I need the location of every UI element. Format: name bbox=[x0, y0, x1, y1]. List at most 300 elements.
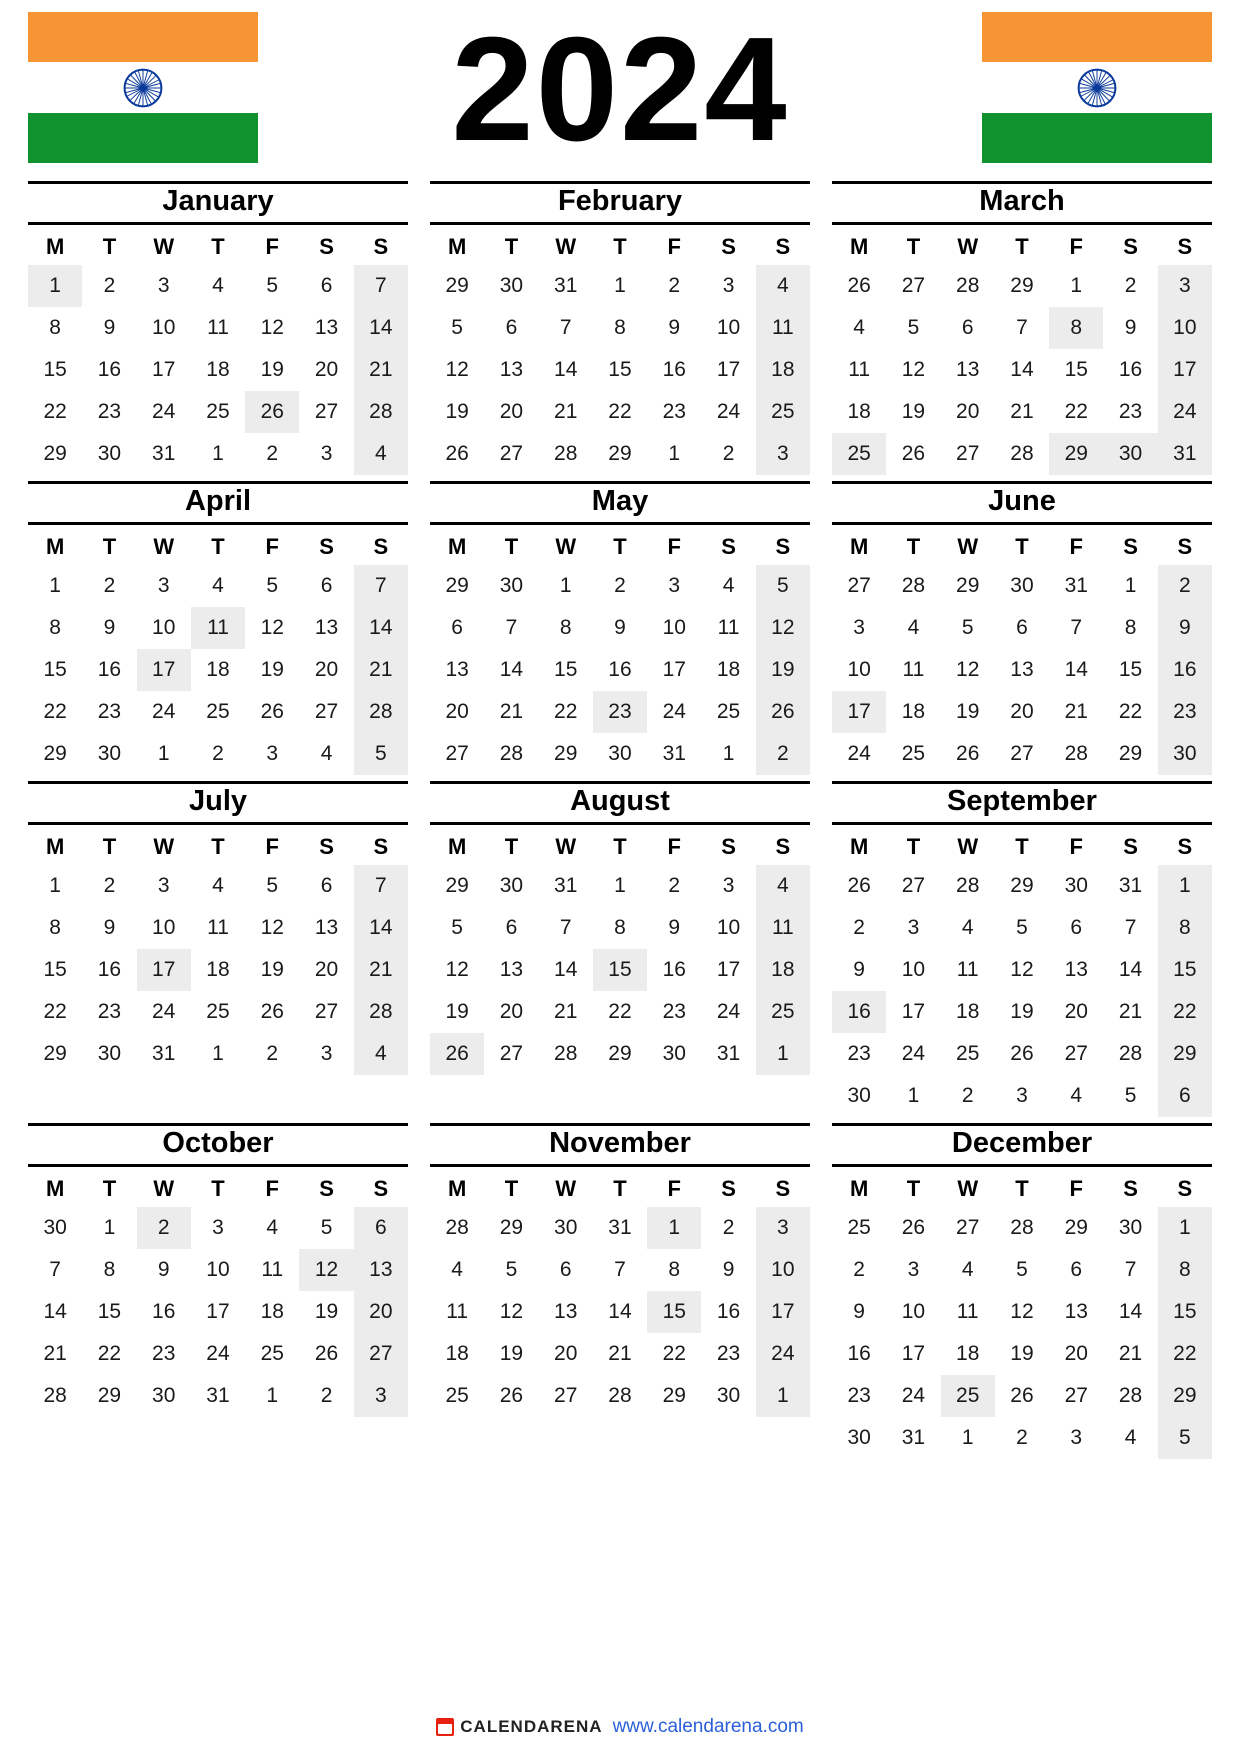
day-cell[interactable]: 1 bbox=[668, 441, 681, 465]
day-cell[interactable]: 5 bbox=[451, 315, 463, 339]
day-cell[interactable]: 12 bbox=[260, 615, 284, 639]
day-cell[interactable]: 19 bbox=[956, 699, 980, 723]
day-cell[interactable]: 20 bbox=[499, 399, 524, 423]
day-cell[interactable]: 30 bbox=[716, 1383, 741, 1407]
day-cell[interactable]: 14 bbox=[354, 907, 408, 949]
day-cell[interactable]: 26 bbox=[1010, 1383, 1034, 1407]
day-cell[interactable]: 23 bbox=[847, 1041, 871, 1065]
day-cell[interactable]: 30 bbox=[152, 1383, 176, 1407]
day-cell[interactable]: 30 bbox=[608, 741, 632, 765]
day-cell[interactable]: 9 bbox=[103, 615, 116, 639]
day-cell[interactable]: 19 bbox=[499, 1341, 524, 1365]
day-cell[interactable]: 18 bbox=[847, 399, 871, 423]
day-cell[interactable]: 8 bbox=[668, 1257, 681, 1281]
day-cell[interactable]: 21 bbox=[1118, 999, 1143, 1023]
day-cell[interactable]: 10 bbox=[716, 315, 741, 339]
day-cell[interactable]: 31 bbox=[716, 1041, 741, 1065]
day-cell[interactable]: 12 bbox=[260, 315, 284, 339]
day-cell[interactable]: 27 bbox=[314, 399, 339, 423]
day-cell[interactable]: 30 bbox=[847, 1425, 871, 1449]
day-cell[interactable]: 5 bbox=[1016, 915, 1028, 939]
day-cell[interactable]: 2 bbox=[103, 273, 116, 297]
day-cell[interactable]: 2 bbox=[137, 1207, 191, 1249]
day-cell[interactable]: 11 bbox=[261, 1257, 284, 1281]
day-cell[interactable]: 15 bbox=[1064, 357, 1088, 381]
day-cell[interactable]: 9 bbox=[668, 315, 681, 339]
day-cell[interactable]: 1 bbox=[1070, 273, 1083, 297]
day-cell[interactable]: 20 bbox=[354, 1291, 408, 1333]
day-cell[interactable]: 2 bbox=[1016, 1425, 1028, 1449]
day-cell[interactable]: 5 bbox=[907, 315, 920, 339]
day-cell[interactable]: 6 bbox=[320, 873, 333, 897]
day-cell[interactable]: 25 bbox=[756, 991, 810, 1033]
day-cell[interactable]: 25 bbox=[206, 999, 230, 1023]
day-cell[interactable]: 27 bbox=[499, 1041, 524, 1065]
day-cell[interactable]: 2 bbox=[668, 873, 681, 897]
day-cell[interactable]: 8 bbox=[614, 915, 626, 939]
day-cell[interactable]: 2 bbox=[103, 573, 116, 597]
day-cell[interactable]: 3 bbox=[320, 441, 333, 465]
day-cell[interactable]: 17 bbox=[832, 691, 886, 733]
day-cell[interactable]: 8 bbox=[49, 615, 61, 639]
day-cell[interactable]: 5 bbox=[354, 733, 408, 775]
day-cell[interactable]: 16 bbox=[716, 1299, 741, 1323]
day-cell[interactable]: 1 bbox=[103, 1215, 116, 1239]
day-cell[interactable]: 29 bbox=[1118, 741, 1143, 765]
day-cell[interactable]: 2 bbox=[320, 1383, 333, 1407]
day-cell[interactable]: 3 bbox=[722, 873, 735, 897]
day-cell[interactable]: 10 bbox=[206, 1257, 230, 1281]
day-cell[interactable]: 13 bbox=[956, 357, 980, 381]
day-cell[interactable]: 15 bbox=[43, 357, 67, 381]
day-cell[interactable]: 10 bbox=[901, 1299, 926, 1323]
day-cell[interactable]: 26 bbox=[314, 1341, 339, 1365]
day-cell[interactable]: 4 bbox=[756, 265, 810, 307]
day-cell[interactable]: 17 bbox=[662, 657, 686, 681]
day-cell[interactable]: 22 bbox=[662, 1341, 686, 1365]
day-cell[interactable]: 12 bbox=[299, 1249, 353, 1291]
day-cell[interactable]: 28 bbox=[354, 391, 408, 433]
day-cell[interactable]: 6 bbox=[451, 615, 463, 639]
day-cell[interactable]: 25 bbox=[901, 741, 926, 765]
day-cell[interactable]: 16 bbox=[1158, 649, 1212, 691]
day-cell[interactable]: 9 bbox=[668, 915, 681, 939]
day-cell[interactable]: 7 bbox=[49, 1257, 61, 1281]
day-cell[interactable]: 10 bbox=[662, 615, 686, 639]
day-cell[interactable]: 1 bbox=[49, 573, 61, 597]
day-cell[interactable]: 10 bbox=[152, 315, 176, 339]
day-cell[interactable]: 20 bbox=[1064, 999, 1088, 1023]
day-cell[interactable]: 28 bbox=[956, 873, 980, 897]
day-cell[interactable]: 28 bbox=[354, 691, 408, 733]
day-cell[interactable]: 28 bbox=[354, 991, 408, 1033]
day-cell[interactable]: 16 bbox=[152, 1299, 176, 1323]
day-cell[interactable]: 15 bbox=[647, 1291, 701, 1333]
day-cell[interactable]: 14 bbox=[608, 1299, 632, 1323]
day-cell[interactable]: 17 bbox=[716, 957, 741, 981]
day-cell[interactable]: 31 bbox=[152, 441, 176, 465]
day-cell[interactable]: 23 bbox=[152, 1341, 176, 1365]
day-cell[interactable]: 6 bbox=[1158, 1075, 1212, 1117]
day-cell[interactable]: 13 bbox=[1064, 957, 1088, 981]
day-cell[interactable]: 30 bbox=[1158, 733, 1212, 775]
day-cell[interactable]: 6 bbox=[354, 1207, 408, 1249]
day-cell[interactable]: 17 bbox=[137, 649, 191, 691]
day-cell[interactable]: 24 bbox=[901, 1041, 926, 1065]
day-cell[interactable]: 7 bbox=[354, 865, 408, 907]
day-cell[interactable]: 20 bbox=[1010, 699, 1034, 723]
day-cell[interactable]: 16 bbox=[97, 357, 122, 381]
day-cell[interactable]: 30 bbox=[847, 1083, 871, 1107]
day-cell[interactable]: 26 bbox=[445, 441, 469, 465]
day-cell[interactable]: 29 bbox=[97, 1383, 122, 1407]
day-cell[interactable]: 17 bbox=[206, 1299, 230, 1323]
day-cell[interactable]: 12 bbox=[445, 357, 469, 381]
day-cell[interactable]: 3 bbox=[157, 873, 170, 897]
day-cell[interactable]: 10 bbox=[1158, 307, 1212, 349]
day-cell[interactable]: 18 bbox=[206, 357, 230, 381]
day-cell[interactable]: 9 bbox=[103, 915, 116, 939]
day-cell[interactable]: 11 bbox=[956, 957, 979, 981]
day-cell[interactable]: 25 bbox=[260, 1341, 284, 1365]
day-cell[interactable]: 21 bbox=[554, 399, 578, 423]
day-cell[interactable]: 22 bbox=[97, 1341, 122, 1365]
day-cell[interactable]: 4 bbox=[756, 865, 810, 907]
day-cell[interactable]: 21 bbox=[608, 1341, 632, 1365]
day-cell[interactable]: 2 bbox=[1158, 565, 1212, 607]
day-cell[interactable]: 19 bbox=[1010, 999, 1034, 1023]
day-cell[interactable]: 1 bbox=[907, 1083, 920, 1107]
day-cell[interactable]: 29 bbox=[445, 873, 469, 897]
day-cell[interactable]: 27 bbox=[847, 573, 871, 597]
day-cell[interactable]: 13 bbox=[1010, 657, 1034, 681]
day-cell[interactable]: 19 bbox=[756, 649, 810, 691]
day-cell[interactable]: 15 bbox=[43, 957, 67, 981]
day-cell[interactable]: 20 bbox=[1064, 1341, 1088, 1365]
day-cell[interactable]: 7 bbox=[1016, 315, 1028, 339]
day-cell[interactable]: 3 bbox=[157, 273, 170, 297]
day-cell[interactable]: 30 bbox=[499, 873, 524, 897]
day-cell[interactable]: 15 bbox=[593, 949, 647, 991]
day-cell[interactable]: 23 bbox=[1118, 399, 1143, 423]
day-cell[interactable]: 1 bbox=[756, 1375, 810, 1417]
day-cell[interactable]: 2 bbox=[668, 273, 681, 297]
day-cell[interactable]: 11 bbox=[848, 357, 871, 381]
day-cell[interactable]: 26 bbox=[430, 1033, 484, 1075]
day-cell[interactable]: 30 bbox=[1118, 1215, 1143, 1239]
day-cell[interactable]: 2 bbox=[722, 441, 735, 465]
day-cell[interactable]: 28 bbox=[956, 273, 980, 297]
day-cell[interactable]: 29 bbox=[1049, 433, 1103, 475]
day-cell[interactable]: 22 bbox=[1064, 399, 1088, 423]
day-cell[interactable]: 28 bbox=[1010, 1215, 1034, 1239]
day-cell[interactable]: 8 bbox=[1124, 615, 1137, 639]
day-cell[interactable]: 23 bbox=[593, 691, 647, 733]
day-cell[interactable]: 3 bbox=[756, 433, 810, 475]
day-cell[interactable]: 24 bbox=[206, 1341, 230, 1365]
day-cell[interactable]: 5 bbox=[266, 273, 279, 297]
day-cell[interactable]: 14 bbox=[499, 657, 524, 681]
day-cell[interactable]: 4 bbox=[853, 315, 865, 339]
day-cell[interactable]: 11 bbox=[956, 1299, 979, 1323]
day-cell[interactable]: 29 bbox=[608, 441, 632, 465]
day-cell[interactable]: 7 bbox=[559, 315, 572, 339]
day-cell[interactable]: 11 bbox=[756, 307, 810, 349]
day-cell[interactable]: 8 bbox=[1158, 1249, 1212, 1291]
day-cell[interactable]: 23 bbox=[97, 399, 122, 423]
day-cell[interactable]: 12 bbox=[260, 915, 284, 939]
day-cell[interactable]: 20 bbox=[956, 399, 980, 423]
day-cell[interactable]: 20 bbox=[554, 1341, 578, 1365]
day-cell[interactable]: 27 bbox=[901, 273, 926, 297]
day-cell[interactable]: 27 bbox=[1064, 1383, 1088, 1407]
day-cell[interactable]: 26 bbox=[847, 273, 871, 297]
day-cell[interactable]: 14 bbox=[554, 957, 578, 981]
day-cell[interactable]: 12 bbox=[756, 607, 810, 649]
day-cell[interactable]: 29 bbox=[445, 273, 469, 297]
day-cell[interactable]: 3 bbox=[907, 1257, 920, 1281]
day-cell[interactable]: 3 bbox=[212, 1215, 224, 1239]
day-cell[interactable]: 4 bbox=[722, 573, 735, 597]
day-cell[interactable]: 23 bbox=[662, 999, 686, 1023]
day-cell[interactable]: 31 bbox=[1158, 433, 1212, 475]
day-cell[interactable]: 9 bbox=[853, 957, 865, 981]
day-cell[interactable]: 9 bbox=[103, 315, 116, 339]
day-cell[interactable]: 3 bbox=[722, 273, 735, 297]
day-cell[interactable]: 9 bbox=[853, 1299, 865, 1323]
day-cell[interactable]: 14 bbox=[1010, 357, 1034, 381]
day-cell[interactable]: 18 bbox=[756, 349, 810, 391]
day-cell[interactable]: 10 bbox=[152, 615, 176, 639]
day-cell[interactable]: 15 bbox=[97, 1299, 122, 1323]
day-cell[interactable]: 14 bbox=[1064, 657, 1088, 681]
day-cell[interactable]: 8 bbox=[49, 915, 61, 939]
day-cell[interactable]: 4 bbox=[266, 1215, 279, 1239]
day-cell[interactable]: 6 bbox=[559, 1257, 572, 1281]
day-cell[interactable]: 22 bbox=[1158, 991, 1212, 1033]
day-cell[interactable]: 29 bbox=[1064, 1215, 1088, 1239]
day-cell[interactable]: 15 bbox=[554, 657, 578, 681]
day-cell[interactable]: 5 bbox=[961, 615, 974, 639]
day-cell[interactable]: 27 bbox=[956, 441, 980, 465]
day-cell[interactable]: 3 bbox=[266, 741, 279, 765]
day-cell[interactable]: 24 bbox=[152, 699, 176, 723]
day-cell[interactable]: 18 bbox=[956, 1341, 980, 1365]
day-cell[interactable]: 11 bbox=[207, 315, 229, 339]
day-cell[interactable]: 1 bbox=[212, 441, 224, 465]
day-cell[interactable]: 29 bbox=[608, 1041, 632, 1065]
day-cell[interactable]: 16 bbox=[847, 1341, 871, 1365]
day-cell[interactable]: 18 bbox=[206, 657, 230, 681]
day-cell[interactable]: 30 bbox=[1103, 433, 1157, 475]
day-cell[interactable]: 11 bbox=[446, 1299, 469, 1323]
day-cell[interactable]: 1 bbox=[614, 873, 626, 897]
day-cell[interactable]: 26 bbox=[847, 873, 871, 897]
day-cell[interactable]: 24 bbox=[152, 999, 176, 1023]
day-cell[interactable]: 22 bbox=[1158, 1333, 1212, 1375]
day-cell[interactable]: 4 bbox=[320, 741, 333, 765]
day-cell[interactable]: 27 bbox=[956, 1215, 980, 1239]
day-cell[interactable]: 22 bbox=[608, 999, 632, 1023]
day-cell[interactable]: 13 bbox=[314, 615, 339, 639]
day-cell[interactable]: 17 bbox=[1158, 349, 1212, 391]
day-cell[interactable]: 25 bbox=[941, 1375, 995, 1417]
day-cell[interactable]: 26 bbox=[245, 391, 299, 433]
day-cell[interactable]: 6 bbox=[505, 915, 518, 939]
day-cell[interactable]: 21 bbox=[1064, 699, 1088, 723]
day-cell[interactable]: 7 bbox=[559, 915, 572, 939]
day-cell[interactable]: 31 bbox=[901, 1425, 926, 1449]
day-cell[interactable]: 28 bbox=[1010, 441, 1034, 465]
day-cell[interactable]: 6 bbox=[1070, 1257, 1083, 1281]
day-cell[interactable]: 28 bbox=[608, 1383, 632, 1407]
day-cell[interactable]: 23 bbox=[97, 999, 122, 1023]
day-cell[interactable]: 1 bbox=[614, 273, 626, 297]
day-cell[interactable]: 1 bbox=[1124, 573, 1137, 597]
day-cell[interactable]: 30 bbox=[499, 273, 524, 297]
day-cell[interactable]: 23 bbox=[716, 1341, 741, 1365]
day-cell[interactable]: 31 bbox=[206, 1383, 230, 1407]
day-cell[interactable]: 14 bbox=[1118, 1299, 1143, 1323]
day-cell[interactable]: 14 bbox=[554, 357, 578, 381]
day-cell[interactable]: 25 bbox=[206, 699, 230, 723]
day-cell[interactable]: 4 bbox=[354, 433, 408, 475]
day-cell[interactable]: 2 bbox=[853, 1257, 865, 1281]
day-cell[interactable]: 19 bbox=[260, 657, 284, 681]
day-cell[interactable]: 15 bbox=[1158, 949, 1212, 991]
day-cell[interactable]: 31 bbox=[662, 741, 686, 765]
day-cell[interactable]: 16 bbox=[832, 991, 886, 1033]
day-cell[interactable]: 3 bbox=[1070, 1425, 1083, 1449]
day-cell[interactable]: 1 bbox=[157, 741, 170, 765]
day-cell[interactable]: 29 bbox=[554, 741, 578, 765]
day-cell[interactable]: 31 bbox=[608, 1215, 632, 1239]
day-cell[interactable]: 16 bbox=[97, 957, 122, 981]
day-cell[interactable]: 22 bbox=[43, 699, 67, 723]
day-cell[interactable]: 9 bbox=[722, 1257, 735, 1281]
day-cell[interactable]: 26 bbox=[499, 1383, 524, 1407]
day-cell[interactable]: 29 bbox=[43, 441, 67, 465]
day-cell[interactable]: 5 bbox=[756, 565, 810, 607]
day-cell[interactable]: 28 bbox=[1118, 1383, 1143, 1407]
day-cell[interactable]: 30 bbox=[499, 573, 524, 597]
day-cell[interactable]: 28 bbox=[554, 1041, 578, 1065]
day-cell[interactable]: 13 bbox=[1064, 1299, 1088, 1323]
day-cell[interactable]: 14 bbox=[43, 1299, 67, 1323]
day-cell[interactable]: 10 bbox=[716, 915, 741, 939]
day-cell[interactable]: 21 bbox=[1010, 399, 1034, 423]
day-cell[interactable]: 22 bbox=[43, 999, 67, 1023]
day-cell[interactable]: 25 bbox=[445, 1383, 469, 1407]
day-cell[interactable]: 22 bbox=[554, 699, 578, 723]
day-cell[interactable]: 23 bbox=[97, 699, 122, 723]
day-cell[interactable]: 25 bbox=[847, 1215, 871, 1239]
day-cell[interactable]: 20 bbox=[445, 699, 469, 723]
day-cell[interactable]: 5 bbox=[1124, 1083, 1137, 1107]
day-cell[interactable]: 27 bbox=[901, 873, 926, 897]
day-cell[interactable]: 3 bbox=[668, 573, 681, 597]
day-cell[interactable]: 10 bbox=[847, 657, 871, 681]
day-cell[interactable]: 2 bbox=[266, 1041, 279, 1065]
day-cell[interactable]: 16 bbox=[662, 957, 686, 981]
day-cell[interactable]: 17 bbox=[901, 1341, 926, 1365]
day-cell[interactable]: 18 bbox=[901, 699, 926, 723]
day-cell[interactable]: 12 bbox=[956, 657, 980, 681]
day-cell[interactable]: 17 bbox=[756, 1291, 810, 1333]
day-cell[interactable]: 21 bbox=[1118, 1341, 1143, 1365]
day-cell[interactable]: 25 bbox=[716, 699, 741, 723]
day-cell[interactable]: 6 bbox=[1016, 615, 1028, 639]
day-cell[interactable]: 25 bbox=[756, 391, 810, 433]
day-cell[interactable]: 29 bbox=[1158, 1033, 1212, 1075]
day-cell[interactable]: 2 bbox=[266, 441, 279, 465]
day-cell[interactable]: 21 bbox=[499, 699, 524, 723]
day-cell[interactable]: 26 bbox=[756, 691, 810, 733]
day-cell[interactable]: 13 bbox=[354, 1249, 408, 1291]
day-cell[interactable]: 24 bbox=[901, 1383, 926, 1407]
day-cell[interactable]: 4 bbox=[1070, 1083, 1083, 1107]
day-cell[interactable]: 3 bbox=[1158, 265, 1212, 307]
day-cell[interactable]: 21 bbox=[43, 1341, 67, 1365]
day-cell[interactable]: 28 bbox=[445, 1215, 469, 1239]
day-cell[interactable]: 9 bbox=[614, 615, 626, 639]
day-cell[interactable]: 8 bbox=[49, 315, 61, 339]
day-cell[interactable]: 5 bbox=[320, 1215, 333, 1239]
day-cell[interactable]: 4 bbox=[451, 1257, 463, 1281]
day-cell[interactable]: 3 bbox=[354, 1375, 408, 1417]
day-cell[interactable]: 15 bbox=[608, 357, 632, 381]
day-cell[interactable]: 1 bbox=[961, 1425, 974, 1449]
day-cell[interactable]: 4 bbox=[1124, 1425, 1137, 1449]
day-cell[interactable]: 4 bbox=[907, 615, 920, 639]
day-cell[interactable]: 29 bbox=[445, 573, 469, 597]
day-cell[interactable]: 7 bbox=[505, 615, 518, 639]
day-cell[interactable]: 7 bbox=[1124, 915, 1137, 939]
day-cell[interactable]: 5 bbox=[266, 573, 279, 597]
day-cell[interactable]: 12 bbox=[1010, 957, 1034, 981]
day-cell[interactable]: 11 bbox=[717, 615, 740, 639]
day-cell[interactable]: 21 bbox=[354, 649, 408, 691]
day-cell[interactable]: 4 bbox=[961, 915, 974, 939]
day-cell[interactable]: 21 bbox=[554, 999, 578, 1023]
day-cell[interactable]: 14 bbox=[1118, 957, 1143, 981]
day-cell[interactable]: 1 bbox=[1158, 865, 1212, 907]
day-cell[interactable]: 17 bbox=[137, 949, 191, 991]
day-cell[interactable]: 15 bbox=[1118, 657, 1143, 681]
day-cell[interactable]: 29 bbox=[1010, 873, 1034, 897]
day-cell[interactable]: 12 bbox=[901, 357, 926, 381]
day-cell[interactable]: 8 bbox=[1049, 307, 1103, 349]
day-cell[interactable]: 9 bbox=[1124, 315, 1137, 339]
day-cell[interactable]: 13 bbox=[554, 1299, 578, 1323]
day-cell[interactable]: 20 bbox=[314, 357, 339, 381]
day-cell[interactable]: 31 bbox=[554, 873, 578, 897]
day-cell[interactable]: 30 bbox=[554, 1215, 578, 1239]
day-cell[interactable]: 16 bbox=[608, 657, 632, 681]
day-cell[interactable]: 12 bbox=[445, 957, 469, 981]
day-cell[interactable]: 1 bbox=[49, 873, 61, 897]
day-cell[interactable]: 11 bbox=[207, 915, 229, 939]
day-cell[interactable]: 2 bbox=[103, 873, 116, 897]
day-cell[interactable]: 27 bbox=[445, 741, 469, 765]
day-cell[interactable]: 12 bbox=[499, 1299, 524, 1323]
day-cell[interactable]: 30 bbox=[1010, 573, 1034, 597]
day-cell[interactable]: 6 bbox=[505, 315, 518, 339]
day-cell[interactable]: 9 bbox=[1158, 607, 1212, 649]
day-cell[interactable]: 1 bbox=[1158, 1207, 1212, 1249]
day-cell[interactable]: 18 bbox=[756, 949, 810, 991]
day-cell[interactable]: 7 bbox=[1124, 1257, 1137, 1281]
